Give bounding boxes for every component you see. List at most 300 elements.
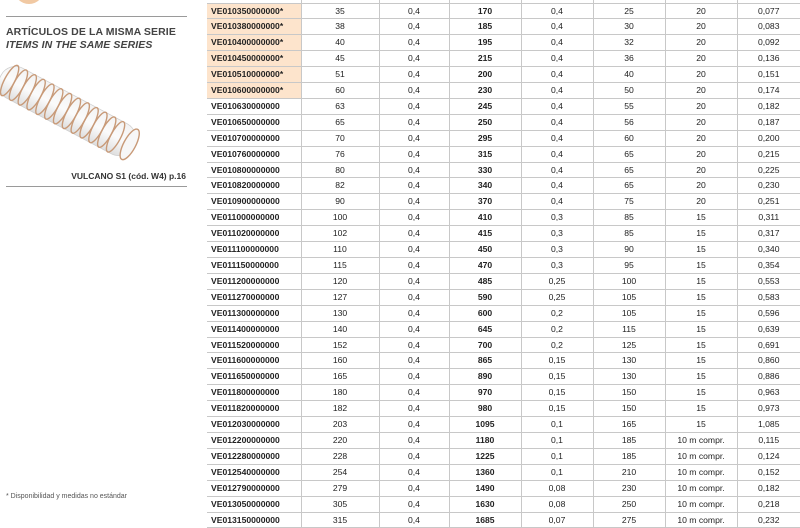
- value-cell: 160: [301, 353, 379, 369]
- value-cell: 865: [449, 353, 521, 369]
- product-code-cell: VE010700000000: [207, 130, 301, 146]
- value-cell: 0,4: [521, 178, 593, 194]
- value-cell: 35: [301, 3, 379, 19]
- value-cell: 15: [665, 369, 737, 385]
- value-cell: 80: [301, 162, 379, 178]
- value-cell: 0,4: [521, 98, 593, 114]
- value-cell: 0,200: [737, 130, 800, 146]
- value-cell: 0,4: [379, 321, 449, 337]
- table-row: [207, 194, 800, 210]
- table-row: [207, 401, 800, 417]
- value-cell: 70: [301, 130, 379, 146]
- product-code-cell: VE011400000000: [207, 321, 301, 337]
- value-cell: 0,4: [379, 464, 449, 480]
- value-cell: 0,1: [521, 464, 593, 480]
- value-cell: 170: [449, 3, 521, 19]
- value-cell: 210: [593, 464, 665, 480]
- value-cell: 0,4: [521, 35, 593, 51]
- value-cell: 0,553: [737, 273, 800, 289]
- table-row: [207, 146, 800, 162]
- value-cell: 60: [593, 130, 665, 146]
- table-row: [207, 19, 800, 35]
- table-row: [207, 432, 800, 448]
- value-cell: 65: [593, 146, 665, 162]
- value-cell: 0,2: [521, 337, 593, 353]
- value-cell: 0,225: [737, 162, 800, 178]
- value-cell: 90: [301, 194, 379, 210]
- value-cell: 20: [665, 35, 737, 51]
- value-cell: 0,1: [521, 448, 593, 464]
- value-cell: 65: [301, 114, 379, 130]
- value-cell: 130: [593, 353, 665, 369]
- product-code-cell: VE012030000000: [207, 417, 301, 433]
- table-row: [207, 3, 800, 19]
- value-cell: 15: [665, 385, 737, 401]
- value-cell: 220: [301, 432, 379, 448]
- table-row: [207, 51, 800, 67]
- product-code-cell: VE010600000000*: [207, 83, 301, 99]
- table-row: [207, 67, 800, 83]
- value-cell: 105: [593, 305, 665, 321]
- value-cell: 275: [593, 512, 665, 528]
- value-cell: 10 m compr.: [665, 464, 737, 480]
- value-cell: 10 m compr.: [665, 496, 737, 512]
- value-cell: 0,4: [521, 114, 593, 130]
- value-cell: 0,354: [737, 258, 800, 274]
- table-row: [207, 35, 800, 51]
- value-cell: 700: [449, 337, 521, 353]
- divider-bottom: [6, 186, 187, 187]
- value-cell: 63: [301, 98, 379, 114]
- table-row: [207, 178, 800, 194]
- value-cell: 45: [301, 51, 379, 67]
- value-cell: 20: [665, 67, 737, 83]
- value-cell: 0,639: [737, 321, 800, 337]
- table-row: [207, 258, 800, 274]
- product-code-cell: VE011650000000: [207, 369, 301, 385]
- value-cell: 20: [665, 146, 737, 162]
- value-cell: 0,4: [521, 67, 593, 83]
- value-cell: 0,4: [379, 3, 449, 19]
- table-row: [207, 273, 800, 289]
- value-cell: 55: [593, 98, 665, 114]
- value-cell: 600: [449, 305, 521, 321]
- value-cell: 1180: [449, 432, 521, 448]
- brand-accent-shape: [14, 0, 44, 4]
- product-code-cell: VE011520000000: [207, 337, 301, 353]
- table-row: [207, 385, 800, 401]
- value-cell: 0,4: [521, 146, 593, 162]
- value-cell: 295: [449, 130, 521, 146]
- table-row: [207, 114, 800, 130]
- specs-table: [207, 0, 800, 528]
- table-row: [207, 480, 800, 496]
- value-cell: 15: [665, 337, 737, 353]
- value-cell: 60: [301, 83, 379, 99]
- value-cell: 0,4: [379, 210, 449, 226]
- table-row: [207, 496, 800, 512]
- value-cell: 0,4: [379, 401, 449, 417]
- value-cell: 485: [449, 273, 521, 289]
- value-cell: 0,152: [737, 464, 800, 480]
- value-cell: 0,4: [379, 51, 449, 67]
- value-cell: 0,4: [379, 83, 449, 99]
- product-code-cell: VE012790000000: [207, 480, 301, 496]
- value-cell: 0,583: [737, 289, 800, 305]
- value-cell: 0,230: [737, 178, 800, 194]
- value-cell: 150: [593, 385, 665, 401]
- value-cell: 95: [593, 258, 665, 274]
- value-cell: 200: [449, 67, 521, 83]
- value-cell: 25: [593, 3, 665, 19]
- value-cell: 0,4: [379, 146, 449, 162]
- value-cell: 0,4: [379, 353, 449, 369]
- value-cell: 0,4: [379, 67, 449, 83]
- value-cell: 450: [449, 242, 521, 258]
- value-cell: 970: [449, 385, 521, 401]
- value-cell: 185: [449, 19, 521, 35]
- value-cell: 20: [665, 162, 737, 178]
- table-row: [207, 321, 800, 337]
- value-cell: 56: [593, 114, 665, 130]
- product-code-cell: VE011100000000: [207, 242, 301, 258]
- value-cell: 279: [301, 480, 379, 496]
- value-cell: 330: [449, 162, 521, 178]
- value-cell: 1360: [449, 464, 521, 480]
- product-code-cell: VE010450000000*: [207, 51, 301, 67]
- value-cell: 20: [665, 3, 737, 19]
- value-cell: 100: [593, 273, 665, 289]
- product-code-cell: VE010380000000*: [207, 19, 301, 35]
- value-cell: 0,4: [379, 512, 449, 528]
- table-row: [207, 83, 800, 99]
- value-cell: 1225: [449, 448, 521, 464]
- value-cell: 10 m compr.: [665, 480, 737, 496]
- value-cell: 130: [301, 305, 379, 321]
- value-cell: 20: [665, 19, 737, 35]
- value-cell: 0,3: [521, 258, 593, 274]
- specs-table-container: [207, 0, 800, 525]
- value-cell: 590: [449, 289, 521, 305]
- value-cell: 0,691: [737, 337, 800, 353]
- product-code-cell: VE012200000000: [207, 432, 301, 448]
- value-cell: 165: [593, 417, 665, 433]
- value-cell: 0,15: [521, 401, 593, 417]
- value-cell: 0,340: [737, 242, 800, 258]
- value-cell: 85: [593, 226, 665, 242]
- table-row: [207, 305, 800, 321]
- value-cell: 20: [665, 114, 737, 130]
- value-cell: 0,4: [379, 337, 449, 353]
- value-cell: 0,886: [737, 369, 800, 385]
- table-row: [207, 210, 800, 226]
- product-code-cell: VE011150000000: [207, 258, 301, 274]
- value-cell: 20: [665, 51, 737, 67]
- value-cell: 127: [301, 289, 379, 305]
- table-row: [207, 98, 800, 114]
- value-cell: 0,07: [521, 512, 593, 528]
- value-cell: 20: [665, 98, 737, 114]
- value-cell: 0,077: [737, 3, 800, 19]
- value-cell: 185: [593, 432, 665, 448]
- footnote: * Disponibilidad y medidas no estándar: [6, 493, 128, 500]
- value-cell: 0,182: [737, 98, 800, 114]
- value-cell: 102: [301, 226, 379, 242]
- product-code-cell: VE010630000000: [207, 98, 301, 114]
- value-cell: 0,1: [521, 417, 593, 433]
- value-cell: 0,4: [379, 385, 449, 401]
- value-cell: 110: [301, 242, 379, 258]
- value-cell: 305: [301, 496, 379, 512]
- value-cell: 0,596: [737, 305, 800, 321]
- value-cell: 20: [665, 130, 737, 146]
- value-cell: 180: [301, 385, 379, 401]
- value-cell: 0,4: [379, 369, 449, 385]
- value-cell: 30: [593, 19, 665, 35]
- value-cell: 0,3: [521, 210, 593, 226]
- value-cell: 36: [593, 51, 665, 67]
- table-row: [207, 417, 800, 433]
- value-cell: 0,25: [521, 289, 593, 305]
- value-cell: 0,3: [521, 226, 593, 242]
- value-cell: 0,115: [737, 432, 800, 448]
- value-cell: 0,2: [521, 305, 593, 321]
- value-cell: 20: [665, 194, 737, 210]
- value-cell: 0,4: [521, 162, 593, 178]
- value-cell: 15: [665, 401, 737, 417]
- table-row: [207, 226, 800, 242]
- value-cell: 250: [593, 496, 665, 512]
- value-cell: 0,4: [379, 273, 449, 289]
- value-cell: 470: [449, 258, 521, 274]
- value-cell: 0,083: [737, 19, 800, 35]
- value-cell: 82: [301, 178, 379, 194]
- table-row: [207, 448, 800, 464]
- value-cell: 38: [301, 19, 379, 35]
- product-code-cell: VE011270000000: [207, 289, 301, 305]
- product-code-cell: VE010510000000*: [207, 67, 301, 83]
- value-cell: 182: [301, 401, 379, 417]
- table-row: [207, 289, 800, 305]
- value-cell: 51: [301, 67, 379, 83]
- value-cell: 0,4: [521, 19, 593, 35]
- value-cell: 0,08: [521, 480, 593, 496]
- divider-top: [6, 16, 187, 17]
- value-cell: 1,085: [737, 417, 800, 433]
- value-cell: 0,232: [737, 512, 800, 528]
- value-cell: 0,317: [737, 226, 800, 242]
- product-code-cell: VE011020000000: [207, 226, 301, 242]
- value-cell: 415: [449, 226, 521, 242]
- value-cell: 0,4: [379, 432, 449, 448]
- value-cell: 0,4: [379, 98, 449, 114]
- value-cell: 15: [665, 321, 737, 337]
- value-cell: 195: [449, 35, 521, 51]
- value-cell: 0,08: [521, 496, 593, 512]
- value-cell: 125: [593, 337, 665, 353]
- value-cell: 0,187: [737, 114, 800, 130]
- value-cell: 0,4: [379, 305, 449, 321]
- table-row: [207, 464, 800, 480]
- value-cell: 0,124: [737, 448, 800, 464]
- value-cell: 0,25: [521, 273, 593, 289]
- product-code-cell: VE010760000000: [207, 146, 301, 162]
- value-cell: 10 m compr.: [665, 448, 737, 464]
- value-cell: 245: [449, 98, 521, 114]
- value-cell: 130: [593, 369, 665, 385]
- value-cell: 185: [593, 448, 665, 464]
- value-cell: 140: [301, 321, 379, 337]
- value-cell: 0,4: [521, 51, 593, 67]
- series-heading: ARTÍCULOS DE LA MISMA SERIE: [6, 26, 176, 38]
- value-cell: 250: [449, 114, 521, 130]
- value-cell: 20: [665, 83, 737, 99]
- value-cell: 15: [665, 242, 737, 258]
- value-cell: 410: [449, 210, 521, 226]
- value-cell: 0,860: [737, 353, 800, 369]
- value-cell: 15: [665, 273, 737, 289]
- value-cell: 15: [665, 258, 737, 274]
- product-code-cell: VE011200000000: [207, 273, 301, 289]
- value-cell: 40: [301, 35, 379, 51]
- value-cell: 0,3: [521, 242, 593, 258]
- product-code-cell: VE010400000000*: [207, 35, 301, 51]
- value-cell: 10 m compr.: [665, 432, 737, 448]
- value-cell: 105: [593, 289, 665, 305]
- value-cell: 0,4: [379, 417, 449, 433]
- value-cell: 0,973: [737, 401, 800, 417]
- value-cell: 15: [665, 305, 737, 321]
- product-code-cell: VE012280000000: [207, 448, 301, 464]
- value-cell: 230: [593, 480, 665, 496]
- series-subheading: ITEMS IN THE SAME SERIES: [6, 39, 153, 51]
- value-cell: 0,4: [521, 83, 593, 99]
- value-cell: 0,182: [737, 480, 800, 496]
- value-cell: 0,4: [521, 3, 593, 19]
- value-cell: 0,4: [379, 496, 449, 512]
- value-cell: 100: [301, 210, 379, 226]
- value-cell: 0,4: [379, 242, 449, 258]
- product-code-cell: VE013050000000: [207, 496, 301, 512]
- value-cell: 152: [301, 337, 379, 353]
- value-cell: 15: [665, 210, 737, 226]
- value-cell: 0,4: [379, 289, 449, 305]
- value-cell: 0,15: [521, 385, 593, 401]
- value-cell: 1685: [449, 512, 521, 528]
- value-cell: 315: [301, 512, 379, 528]
- product-code-cell: VE010350000000*: [207, 3, 301, 19]
- value-cell: 15: [665, 417, 737, 433]
- value-cell: 115: [593, 321, 665, 337]
- product-code-cell: VE010800000000: [207, 162, 301, 178]
- value-cell: 15: [665, 289, 737, 305]
- value-cell: 0,4: [379, 130, 449, 146]
- value-cell: 0,4: [379, 178, 449, 194]
- value-cell: 32: [593, 35, 665, 51]
- product-code-cell: VE013150000000: [207, 512, 301, 528]
- value-cell: 50: [593, 83, 665, 99]
- product-code-cell: VE011600000000: [207, 353, 301, 369]
- value-cell: 10 m compr.: [665, 512, 737, 528]
- value-cell: 0,15: [521, 369, 593, 385]
- value-cell: 315: [449, 146, 521, 162]
- table-row: [207, 242, 800, 258]
- product-code-cell: VE011820000000: [207, 401, 301, 417]
- value-cell: 120: [301, 273, 379, 289]
- value-cell: 0,4: [379, 35, 449, 51]
- value-cell: 0,218: [737, 496, 800, 512]
- value-cell: 0,4: [521, 194, 593, 210]
- value-cell: 0,4: [379, 194, 449, 210]
- value-cell: 0,2: [521, 321, 593, 337]
- value-cell: 254: [301, 464, 379, 480]
- value-cell: 340: [449, 178, 521, 194]
- value-cell: 0,151: [737, 67, 800, 83]
- product-code-cell: VE011800000000: [207, 385, 301, 401]
- value-cell: 203: [301, 417, 379, 433]
- value-cell: 0,4: [521, 130, 593, 146]
- value-cell: 0,4: [379, 258, 449, 274]
- value-cell: 85: [593, 210, 665, 226]
- value-cell: 76: [301, 146, 379, 162]
- value-cell: 228: [301, 448, 379, 464]
- value-cell: 0,092: [737, 35, 800, 51]
- value-cell: 75: [593, 194, 665, 210]
- value-cell: 0,4: [379, 19, 449, 35]
- value-cell: 65: [593, 178, 665, 194]
- product-code-cell: VE010820000000: [207, 178, 301, 194]
- value-cell: 0,15: [521, 353, 593, 369]
- value-cell: 0,4: [379, 114, 449, 130]
- table-row: [207, 369, 800, 385]
- value-cell: 890: [449, 369, 521, 385]
- value-cell: 0,1: [521, 432, 593, 448]
- left-panel: [0, 0, 192, 500]
- related-item-caption: VULCANO S1 (cód. W4) p.16: [71, 171, 186, 181]
- value-cell: 980: [449, 401, 521, 417]
- value-cell: 0,136: [737, 51, 800, 67]
- value-cell: 230: [449, 83, 521, 99]
- value-cell: 1095: [449, 417, 521, 433]
- value-cell: 115: [301, 258, 379, 274]
- value-cell: 65: [593, 162, 665, 178]
- product-code-cell: VE010650000000: [207, 114, 301, 130]
- value-cell: 370: [449, 194, 521, 210]
- value-cell: 1490: [449, 480, 521, 496]
- product-code-cell: VE010900000000: [207, 194, 301, 210]
- value-cell: 150: [593, 401, 665, 417]
- table-row: [207, 337, 800, 353]
- value-cell: 0,174: [737, 83, 800, 99]
- value-cell: 90: [593, 242, 665, 258]
- value-cell: 0,963: [737, 385, 800, 401]
- value-cell: 15: [665, 226, 737, 242]
- value-cell: 0,4: [379, 162, 449, 178]
- value-cell: 645: [449, 321, 521, 337]
- value-cell: 165: [301, 369, 379, 385]
- value-cell: 215: [449, 51, 521, 67]
- value-cell: 0,215: [737, 146, 800, 162]
- product-code-cell: VE011300000000: [207, 305, 301, 321]
- value-cell: 0,311: [737, 210, 800, 226]
- value-cell: 1630: [449, 496, 521, 512]
- table-row: [207, 162, 800, 178]
- hose-product-image: [2, 56, 132, 166]
- table-row: [207, 353, 800, 369]
- value-cell: 0,4: [379, 448, 449, 464]
- table-row: [207, 130, 800, 146]
- table-row: [207, 512, 800, 528]
